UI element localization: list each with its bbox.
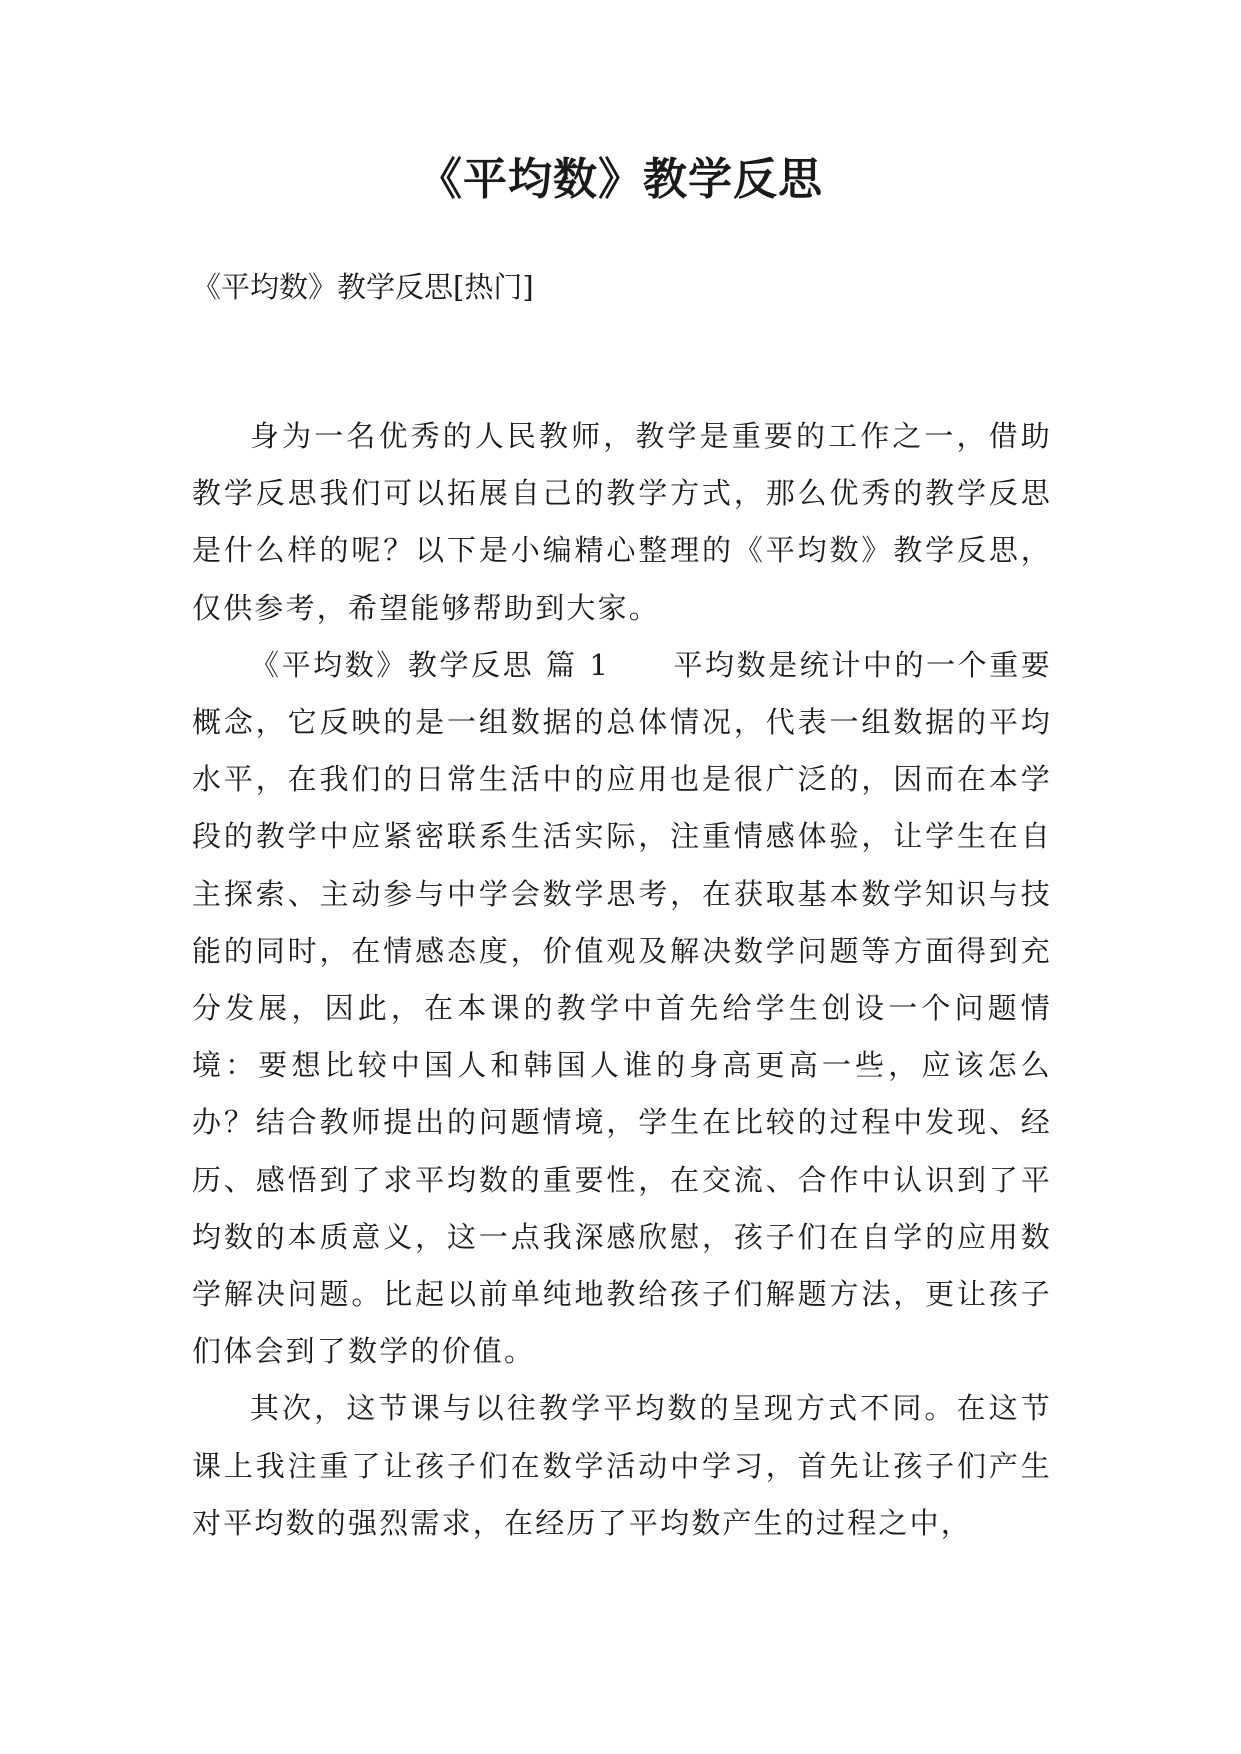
paragraph-section-1: 《平均数》教学反思 篇 1 平均数是统计中的一个重要概念，它反映的是一组数据的总体情况，代表一组数据的平均水平，在我们的日常生活中的应用也是很广泛的，因而在本学段的教学中应紧密联系生活实际，注重情感体验，让学生在自主探索、主动参与中学会数学思考，在获取基本数学知识与技能的同时，在情感态度，价值观及解决数学问题等方面得到充分发展，因此，在本课的教学中首先给学生创设一个问题情境：要想比较中国人和韩国人谁的身高更高一些，应该怎么办？结合教师提出的问题情境，学生在比较的过程中发现、经历、感悟到了求平均数的重要性，在交流、合作中认识到了平均数的本质意义，这一点我深感欣慰，孩子们在自学的应用数学解决问题。比起以前单纯地教给孩子们解题方法，更让孩子们体会到了数学的价值。: [192, 647, 1052, 1369]
paragraph-intro: 身为一名优秀的人民教师，教学是重要的工作之一，借助教学反思我们可以拓展自己的教学方式，那么优秀的教学反思是什么样的呢？以下是小编精心整理的《平均数》教学反思，仅供参考，希望能够帮助到大家。: [192, 419, 1052, 625]
paragraph-next: 其次，这节课与以往教学平均数的呈现方式不同。在这节课上我注重了让孩子们在数学活动中学习，首先让孩子们产生对平均数的强烈需求，在经历了平均数产生的过程之中，: [192, 1391, 1052, 1540]
document-title: 《平均数》教学反思: [418, 154, 823, 205]
document-body: [192, 408, 1052, 1552]
document-subtitle: 《平均数》教学反思[热门]: [192, 270, 534, 304]
